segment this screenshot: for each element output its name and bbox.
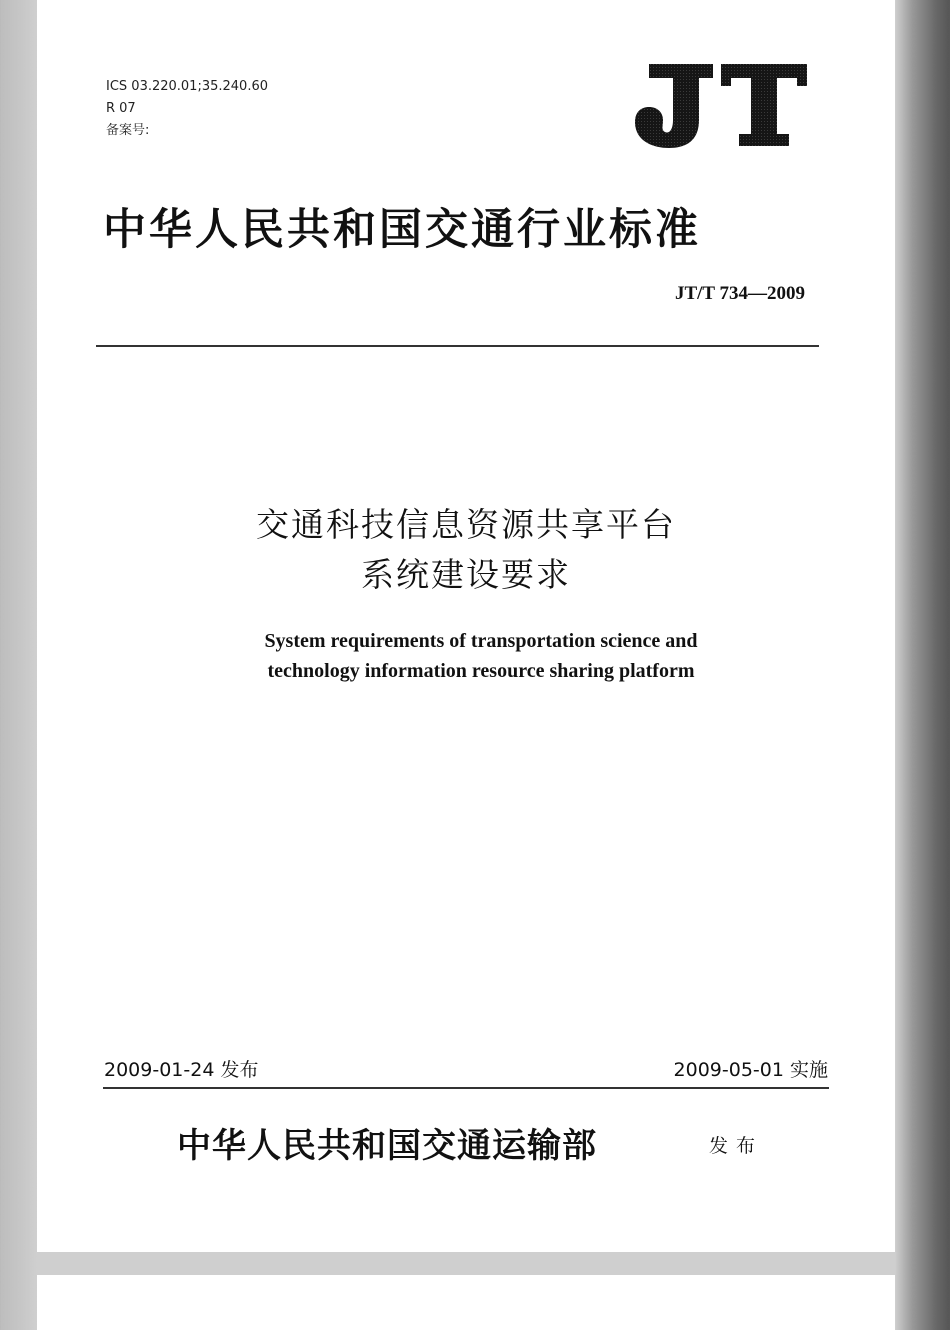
chinese-title-line-2: 系统建设要求 — [361, 555, 571, 594]
bottom-divider — [103, 1087, 829, 1089]
issue-date: 2009-01-24 发布 — [104, 1059, 259, 1081]
issuing-authority: 中华人民共和国交通运输部 — [177, 1126, 597, 1166]
english-title-line-2: technology information resource sharing platform — [267, 660, 695, 682]
issuing-authority-suffix: 发布 — [709, 1135, 764, 1157]
top-divider — [96, 345, 819, 347]
ccs-code: R 07 — [106, 101, 136, 116]
english-title-line-1: System requirements of transportation science and — [264, 630, 698, 652]
jt-logo — [631, 60, 811, 150]
jt-logo-graphic — [631, 60, 811, 150]
industry-standard-title: 中华人民共和国交通行业标准 — [103, 205, 701, 255]
standard-number: JT/T 734—2009 — [674, 283, 805, 304]
filing-number-label: 备案号: — [106, 123, 150, 138]
ics-code: ICS 03.220.01;35.240.60 — [106, 79, 268, 94]
implementation-date: 2009-05-01 实施 — [673, 1059, 828, 1081]
next-page-edge — [37, 1275, 895, 1330]
classification-block — [106, 76, 268, 142]
document-cover-page — [37, 0, 895, 1252]
chinese-title-line-1: 交通科技信息资源共享平台 — [256, 505, 676, 544]
